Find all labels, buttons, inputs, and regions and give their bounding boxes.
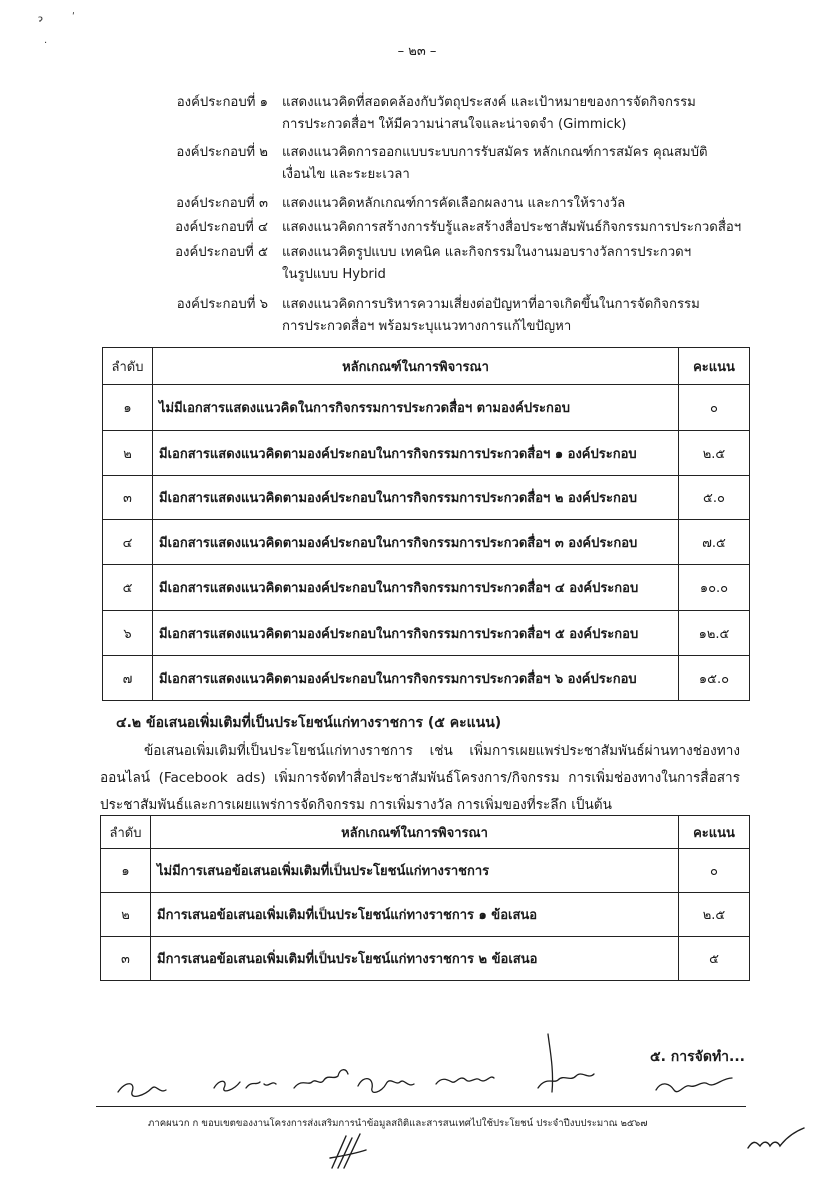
row-score: ๑๐.๐ xyxy=(679,565,750,611)
section-paragraph: ข้อเสนอเพิ่มเติมที่เป็นประโยชน์แก่ทางราชการ เช่น เพิ่มการเผยแพร่ประชาสัมพันธ์ผ่านทางช่องทางออนไลน์ (Facebook ads) เพิ่มการจัดทำสื่อประชาสัมพันธ์โครงการ/กิจกรรม การเพิ่มช่องทางในการสื่อสารประชาสัมพันธ์และการเผยแพร่การจัดกิจกรรม การเพิ่มรางวัล การเพิ่มของที่ระลึก เป็นต้น xyxy=(100,743,740,813)
component-line: การประกวดสื่อฯ พร้อมระบุแนวทางการแก้ไขปัญหา xyxy=(282,319,572,334)
row-order: ๒ xyxy=(101,893,151,937)
row-criteria: มีเอกสารแสดงแนวคิดตามองค์ประกอบในการกิจกรรมการประกวดสื่อฯ ๔ องค์ประกอบ xyxy=(153,565,679,611)
criteria-table-proposals xyxy=(100,815,750,981)
row-order: ๓ xyxy=(101,937,151,981)
document-page: ɂ ʹ · – ๒๓ – องค์ประกอบที่ ๑ แสดงแนวคิดที่สอดคล้องกับวัตถุประสงค์ และเป้าหมายของการจัดกิจกรรม การประกวดสื่อฯ ให้มีความน่าสนใจและน่าจดจำ (Gimmick) องค์ประกอบที่ ๒ แสดงแนวคิดการออกแบบระบบการรับสมัคร หลักเกณฑ์การสมัคร คุณสมบัติ เงื่อนไข และระยะเวลา องค์ประกอบที่ ๓ แสดงแนวคิดหลักเกณฑ์การคัดเลือกผลงาน และการให้รางวัล องค์ประกอบที่ ๔ แสดงแนวคิดการสร้างการรับรู้และสร้างสื่อประชาสัมพันธ์กิจกรรมการประกวดสื่อฯ องค์ประกอบที่ ๕ แสดงแนวคิดรูปแบบ เทคนิค และกิจกรรมในงานมอบรางวัลการประกวดฯ ในรูปแบบ Hybrid องค์ประกอบที่ ๖ แสดงแนวคิดการบริหารความเสี่ยงต่อปัญหาที่อาจเกิดขึ้นในการจัดกิจกรรม การประกวดสื่อฯ พร้อมระบุแนวทางการแก้ไขปัญหา ลำดับ หลักเกณฑ์ในการพิจารณา คะแนน ๑ ไม่มีเอกสารแสดงแนวคิดในการกิจกรรมการประกวดสื่อฯ ตามองค์ประกอบ ๐ ๒ มีเอกสารแสดงแนวคิดตามองค์ประกอบในการกิจกรรมการประกวดสื่อฯ ๑ องค์ประกอบ ๒.๕ ๓ มีเอกสารแสดงแนวคิดตามองค์ประกอบในการกิจกรรมการประกวดสื่อฯ ๒ องค์ประกอบ ๕.๐ ๔ มีเอกสารแสดงแนวคิดตามองค์ประกอบในการกิจกรรมการประกวดสื่อฯ ๓ องค์ประกอบ ๗.๕ ๕ มีเอกสารแสดงแนวคิดตามองค์ประกอบในการกิจกรรมการประกวดสื่อฯ ๔ องค์ประกอบ ๑๐.๐ ๖ มีเอกสารแสดงแนวคิดตามองค์ประกอบในการกิจกรรมการประกวดสื่อฯ ๕ องค์ประกอบ ๑๒.๕ ๗ มีเอกสารแสดงแนวคิดตามองค์ประกอบในการกิจกรรมการประกวดสื่อฯ ๖ องค์ประกอบ ๑๕.๐ ๔.๒ ข้อเสนอเพิ่มเติมที่เป็นประโยชน์แก่ทางราชการ (๕ คะแนน) ข้อเสนอเพิ่มเติมที่เป็นประโยชน์แก่ทางราชการ เช่น เพิ่มการเผยแพร่ประชาสัมพันธ์ผ่านทางช่องทางออนไลน์ (Facebook ads) เพิ่มการจัดทำสื่อประชาสัมพันธ์โครงการ/กิจกรรม การเพิ่มช่องทางในการสื่อสารประชาสัมพันธ์และการเผยแพร่การจัดกิจกรรม การเพิ่มรางวัล การเพิ่มของที่ระลึก เป็นต้น ลำดับ หลักเกณฑ์ในการพิจารณา คะแนน ๑ ไม่มีการเสนอข้อเสนอเพิ่มเติมที่เป็นประโยชน์แก่ทางราชการ ๐ ๒ มีการเสนอข้อเสนอเพิ่มเติมที่เป็นประโยชน์แก่ทางราชการ ๑ ข้อเสนอ ๒.๕ ๓ มีการเสนอข้อเสนอเพิ่มเติมที่เป็นประโยชน์แก่ทางราชการ ๒ ข้อเสนอ ๕ ๕. การจัดทำ... ภาคผนวก ก ขอบเขตของงานโครงการส่งเสริมการนำข้อมูลสถิติและสารสนเทศไปใช้ประโยชน์ ประจำปีงบประมาณ ๒๕๖๗ xyxy=(0,0,834,1180)
row-criteria: มีเอกสารแสดงแนวคิดตามองค์ประกอบในการกิจกรรมการประกวดสื่อฯ ๑ องค์ประกอบ xyxy=(153,431,679,476)
table-row xyxy=(101,937,750,981)
component-text xyxy=(282,294,766,338)
signature-1 xyxy=(118,1084,166,1097)
component-text xyxy=(282,193,766,215)
table-row xyxy=(101,893,750,937)
component-text xyxy=(282,92,766,136)
component-label: องค์ประกอบที่ ๕ xyxy=(175,245,268,260)
header-score: คะแนน xyxy=(679,348,750,385)
table-row xyxy=(103,611,750,656)
header-criteria: หลักเกณฑ์ในการพิจารณา xyxy=(151,816,679,849)
header-score: คะแนน xyxy=(679,816,750,849)
signature-7 xyxy=(656,1078,732,1092)
signature-area xyxy=(96,1030,776,1110)
row-score: ๐ xyxy=(679,849,750,893)
header-order: ลำดับ xyxy=(103,348,153,385)
table-row xyxy=(103,385,750,431)
row-order: ๖ xyxy=(103,611,153,656)
signature-5 xyxy=(436,1077,494,1084)
table-row xyxy=(103,476,750,520)
row-score: ๕.๐ xyxy=(679,476,750,520)
row-order: ๑ xyxy=(101,849,151,893)
next-section-marker: ๕. การจัดทำ... xyxy=(650,1049,745,1065)
row-order: ๔ xyxy=(103,520,153,565)
component-line: แสดงแนวคิดหลักเกณฑ์การคัดเลือกผลงาน และการให้รางวัล xyxy=(282,196,626,211)
table-row xyxy=(103,431,750,476)
component-text xyxy=(282,217,766,239)
component-label: องค์ประกอบที่ ๑ xyxy=(176,95,268,110)
signature-2 xyxy=(214,1081,276,1091)
row-score: ๑๒.๕ xyxy=(679,611,750,656)
row-criteria: มีเอกสารแสดงแนวคิดตามองค์ประกอบในการกิจกรรมการประกวดสื่อฯ ๕ องค์ประกอบ xyxy=(153,611,679,656)
footer-text: ภาคผนวก ก ขอบเขตของงานโครงการส่งเสริมการนำข้อมูลสถิติและสารสนเทศไปใช้ประโยชน์ ประจำปีงบประมาณ ๒๕๖๗ xyxy=(148,1118,648,1129)
row-score: ๒.๕ xyxy=(679,893,750,937)
component-line: แสดงแนวคิดการออกแบบระบบการรับสมัคร หลักเกณฑ์การสมัคร คุณสมบัติ xyxy=(282,145,708,160)
row-score: ๗.๕ xyxy=(679,520,750,565)
signature-3 xyxy=(294,1070,348,1088)
row-criteria: ไม่มีการเสนอข้อเสนอเพิ่มเติมที่เป็นประโยชน์แก่ทางราชการ xyxy=(151,849,679,893)
row-score: ๐ xyxy=(679,385,750,431)
component-text xyxy=(282,142,766,186)
row-criteria: มีเอกสารแสดงแนวคิดตามองค์ประกอบในการกิจกรรมการประกวดสื่อฯ ๓ องค์ประกอบ xyxy=(153,520,679,565)
row-criteria: มีเอกสารแสดงแนวคิดตามองค์ประกอบในการกิจกรรมการประกวดสื่อฯ ๒ องค์ประกอบ xyxy=(153,476,679,520)
component-line: แสดงแนวคิดการสร้างการรับรู้และสร้างสื่อประชาสัมพันธ์กิจกรรมการประกวดสื่อฯ xyxy=(282,220,742,235)
row-order: ๒ xyxy=(103,431,153,476)
component-line: การประกวดสื่อฯ ให้มีความน่าสนใจและน่าจดจำ (Gimmick) xyxy=(282,117,627,132)
table-row xyxy=(103,520,750,565)
table-row xyxy=(101,849,750,893)
row-order: ๓ xyxy=(103,476,153,520)
table-header-row xyxy=(103,348,750,385)
component-text xyxy=(282,242,766,286)
row-criteria: มีเอกสารแสดงแนวคิดตามองค์ประกอบในการกิจกรรมการประกวดสื่อฯ ๖ องค์ประกอบ xyxy=(153,656,679,701)
component-label: องค์ประกอบที่ ๔ xyxy=(175,220,268,235)
row-score: ๑๕.๐ xyxy=(679,656,750,701)
footer-divider xyxy=(96,1106,746,1107)
row-order: ๕ xyxy=(103,565,153,611)
row-score: ๕ xyxy=(679,937,750,981)
component-line: ในรูปแบบ Hybrid xyxy=(282,267,386,282)
row-order: ๗ xyxy=(103,656,153,701)
criteria-table-components xyxy=(102,347,750,701)
initials-mark xyxy=(326,1128,374,1174)
component-line: แสดงแนวคิดการบริหารความเสี่ยงต่อปัญหาที่อาจเกิดขึ้นในการจัดกิจกรรม xyxy=(282,297,700,312)
corner-initials xyxy=(744,1122,808,1156)
page-number: – ๒๓ – xyxy=(397,44,437,59)
component-line: เงื่อนไข และระยะเวลา xyxy=(282,167,410,182)
signature-6 xyxy=(538,1034,594,1092)
component-line: แสดงแนวคิดรูปแบบ เทคนิค และกิจกรรมในงานมอบรางวัลการประกวดฯ xyxy=(282,245,692,260)
row-order: ๑ xyxy=(103,385,153,431)
section-heading: ๔.๒ ข้อเสนอเพิ่มเติมที่เป็นประโยชน์แก่ทางราชการ (๕ คะแนน) xyxy=(116,715,502,731)
component-label: องค์ประกอบที่ ๓ xyxy=(176,196,268,211)
header-criteria: หลักเกณฑ์ในการพิจารณา xyxy=(153,348,679,385)
row-criteria: มีการเสนอข้อเสนอเพิ่มเติมที่เป็นประโยชน์แก่ทางราชการ ๒ ข้อเสนอ xyxy=(151,937,679,981)
component-line: แสดงแนวคิดที่สอดคล้องกับวัตถุประสงค์ และเป้าหมายของการจัดกิจกรรม xyxy=(282,95,696,110)
table-row xyxy=(103,565,750,611)
header-order: ลำดับ xyxy=(101,816,151,849)
row-criteria: ไม่มีเอกสารแสดงแนวคิดในการกิจกรรมการประกวดสื่อฯ ตามองค์ประกอบ xyxy=(153,385,679,431)
table-header-row xyxy=(101,816,750,849)
component-label: องค์ประกอบที่ ๖ xyxy=(176,297,268,312)
signature-4 xyxy=(358,1079,414,1093)
table-row xyxy=(103,656,750,701)
component-label: องค์ประกอบที่ ๒ xyxy=(176,145,268,160)
row-score: ๒.๕ xyxy=(679,431,750,476)
row-criteria: มีการเสนอข้อเสนอเพิ่มเติมที่เป็นประโยชน์แก่ทางราชการ ๑ ข้อเสนอ xyxy=(151,893,679,937)
